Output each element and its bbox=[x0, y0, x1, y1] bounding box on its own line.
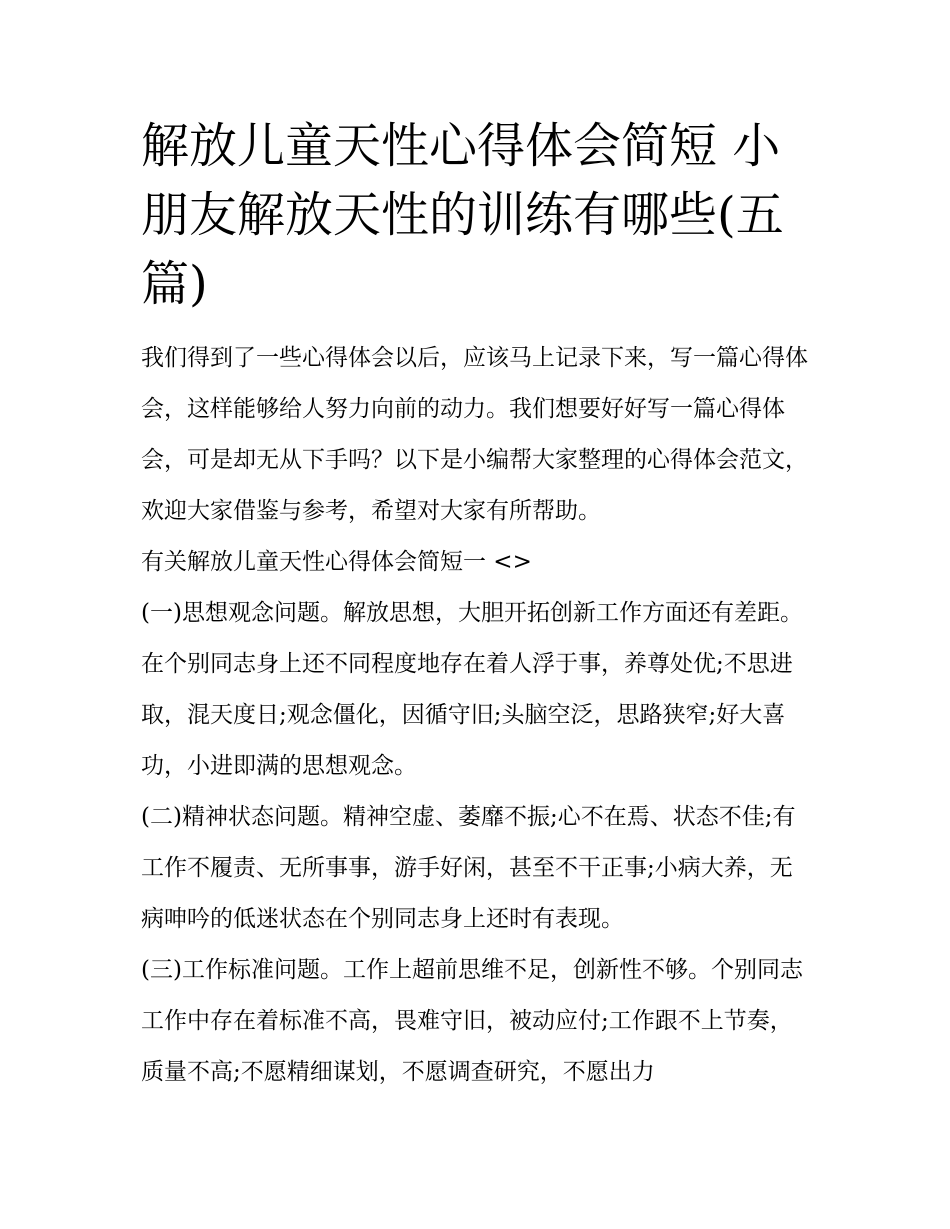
document-body bbox=[141, 112, 813, 1098]
document-title: 解放儿童天性心得体会简短 小朋友解放天性的训练有哪些(五篇) bbox=[141, 118, 784, 312]
body-paragraph: (二)精神状态问题。精神空虚、萎靡不振;心不在焉、状态不佳;有工作不履责、无所事事，游手好闲，甚至不干正事;小病大养，无病呻吟的低迷状态在个别同志身上还时有表现。 bbox=[141, 804, 796, 932]
body-paragraph: (一)思想观念问题。解放思想，大胆开拓创新工作方面还有差距。在个别同志身上还不同程度地存在着人浮于事，养尊处优;不思进取，混天度日;观念僵化，因循守旧;头脑空泛，思路狭窄;好大喜功，小进即满的思想观念。 bbox=[141, 600, 803, 779]
body-paragraph: (三)工作标准问题。工作上超前思维不足，创新性不够。个别同志工作中存在着标准不高，畏难守旧，被动应付;工作跟不上节奏，质量不高;不愿精细谋划，不愿调查研究，不愿出力 bbox=[141, 957, 803, 1085]
intro-paragraph: 我们得到了一些心得体会以后，应该马上记录下来，写一篇心得体会，这样能够给人努力向前的动力。我们想要好好写一篇心得体会，可是却无从下手吗？以下是小编帮大家整理的心得体会范文，欢迎大家借鉴与参考，希望对大家有所帮助。 bbox=[141, 345, 808, 524]
section-heading: 有关解放儿童天性心得体会简短一 <> bbox=[141, 549, 532, 575]
